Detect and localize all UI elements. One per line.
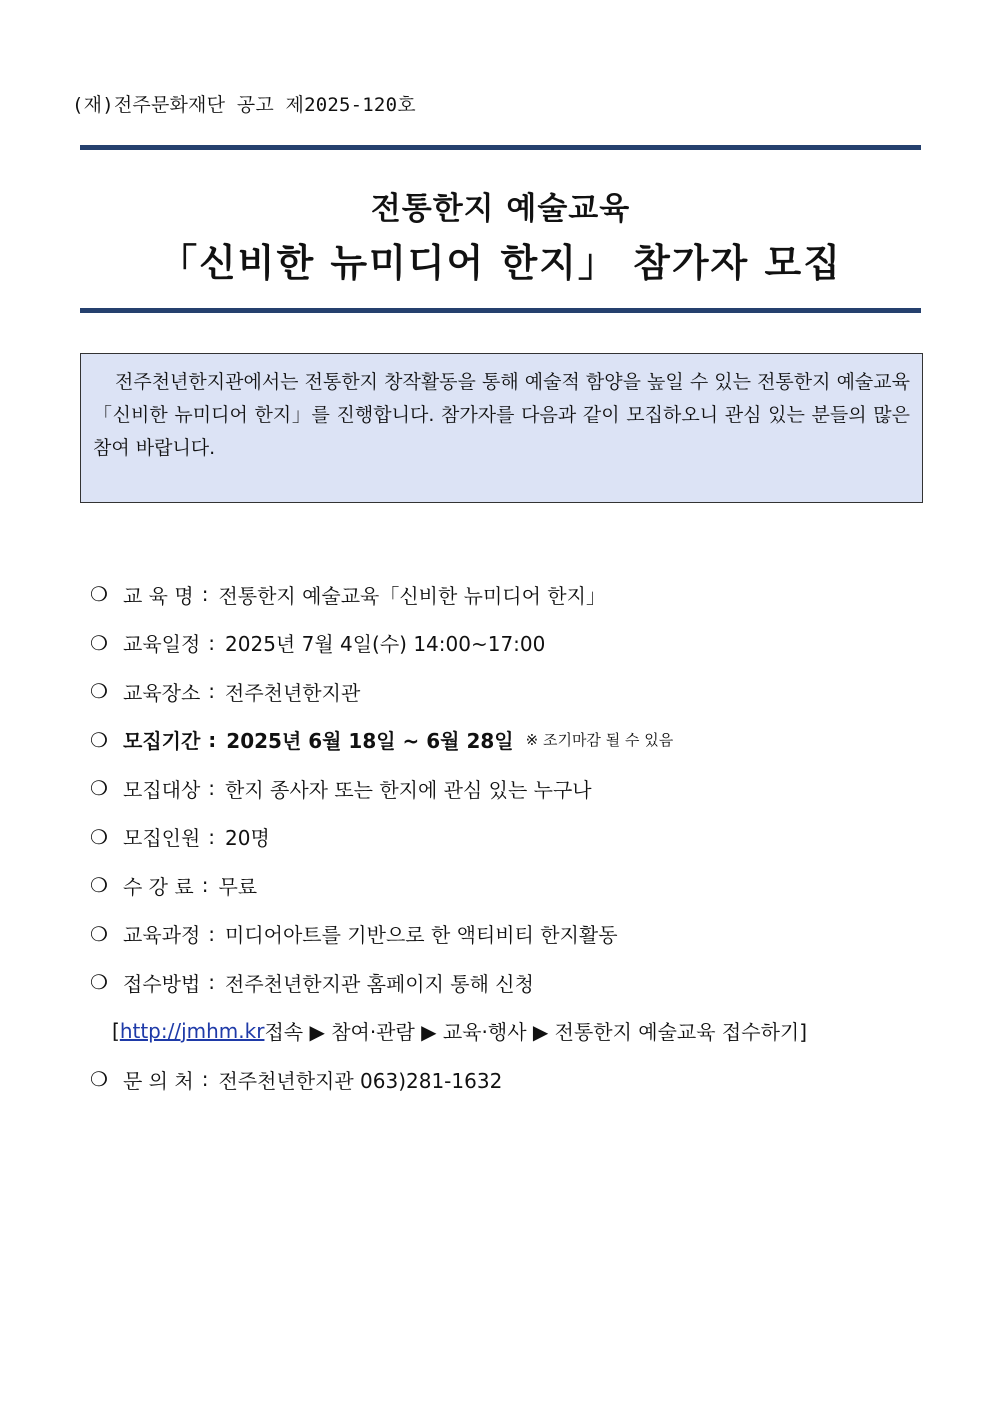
item-value: 미디어아트를 기반으로 한 액티비티 한지활동 [225, 923, 618, 948]
info-item-contact [90, 1055, 940, 1104]
bullet-icon: ❍ [90, 970, 108, 995]
item-separator: : [208, 824, 216, 849]
bullet-icon: ❍ [90, 630, 108, 655]
item-value: 2025년 6월 18일 ~ 6월 28일 [226, 729, 514, 754]
bullet-icon: ❍ [90, 679, 108, 704]
bullet-icon: ❍ [90, 921, 108, 946]
item-separator: : [208, 679, 216, 704]
info-item-venue [90, 667, 940, 716]
bullet-icon: ❍ [90, 824, 108, 849]
item-value: 전주천년한지관 홈페이지 통해 신청 [225, 971, 534, 996]
item-separator: : [208, 970, 216, 995]
intro-box [80, 353, 923, 503]
item-label: 문 의 처 [123, 1068, 194, 1093]
info-list [90, 570, 940, 1104]
info-item-application [90, 958, 940, 1007]
item-separator: : [208, 630, 216, 655]
item-value: 무료 [218, 874, 258, 899]
item-value: 20명 [225, 826, 270, 851]
item-value: 전주천년한지관 [225, 680, 361, 705]
bullet-icon: ❍ [90, 727, 108, 752]
intro-text: 전주천년한지관에서는 전통한지 창작활동을 통해 예술적 함양을 높일 수 있는 전통한지 예술교육「신비한 뉴미디어 한지」를 진행합니다. 참가자를 다음과 같이 모집하오니 관심 있는 분들의 많은 참여 바랍니다. [93, 371, 910, 459]
bullet-icon: ❍ [90, 873, 108, 898]
item-label: 교 육 명 [123, 583, 194, 608]
path-open-bracket: [ [112, 1018, 120, 1043]
title-line-2: 「신비한 뉴미디어 한지」 참가자 모집 [159, 241, 842, 285]
application-path [90, 1007, 940, 1056]
item-separator: : [201, 1067, 209, 1092]
info-item-course-name [90, 570, 940, 619]
homepage-link[interactable]: http://jmhm.kr [119, 1018, 265, 1043]
item-separator: : [208, 727, 217, 752]
top-rule [80, 145, 921, 150]
item-separator: : [201, 873, 209, 898]
info-item-fee [90, 861, 940, 910]
item-separator: : [201, 582, 209, 607]
item-label: 교육일정 [123, 632, 201, 657]
item-separator: : [208, 921, 216, 946]
info-item-curriculum [90, 910, 940, 959]
item-separator: : [208, 776, 216, 801]
bullet-icon: ❍ [90, 776, 108, 801]
item-label: 수 강 료 [123, 874, 194, 899]
notice-number: (재)전주문화재단 공고 제2025-120호 [72, 94, 416, 116]
info-item-target [90, 764, 940, 813]
item-label: 모집기간 [123, 729, 201, 754]
item-label: 접수방법 [123, 971, 201, 996]
item-value: 2025년 7월 4일(수) 14:00~17:00 [225, 632, 546, 657]
item-value: 한지 종사자 또는 한지에 관심 있는 누구나 [225, 777, 592, 802]
item-label: 모집대상 [123, 777, 201, 802]
info-item-capacity [90, 813, 940, 862]
info-item-recruit-period [90, 716, 940, 765]
bullet-icon: ❍ [90, 1067, 108, 1092]
early-close-note: ※ 조기마감 될 수 있음 [525, 731, 674, 750]
path-text: 접속 ▶ 참여·관람 ▶ 교육·행사 ▶ 전통한지 예술교육 접수하기] [264, 1020, 808, 1045]
item-label: 모집인원 [123, 826, 201, 851]
item-value: 전주천년한지관 063)281-1632 [218, 1068, 503, 1093]
item-label: 교육과정 [123, 923, 201, 948]
bullet-icon: ❍ [90, 582, 108, 607]
item-label: 교육장소 [123, 680, 201, 705]
title-line-1: 전통한지 예술교육 [370, 191, 631, 227]
info-item-schedule [90, 619, 940, 668]
bottom-rule [80, 308, 921, 313]
item-value: 전통한지 예술교육「신비한 뉴미디어 한지」 [218, 583, 606, 608]
